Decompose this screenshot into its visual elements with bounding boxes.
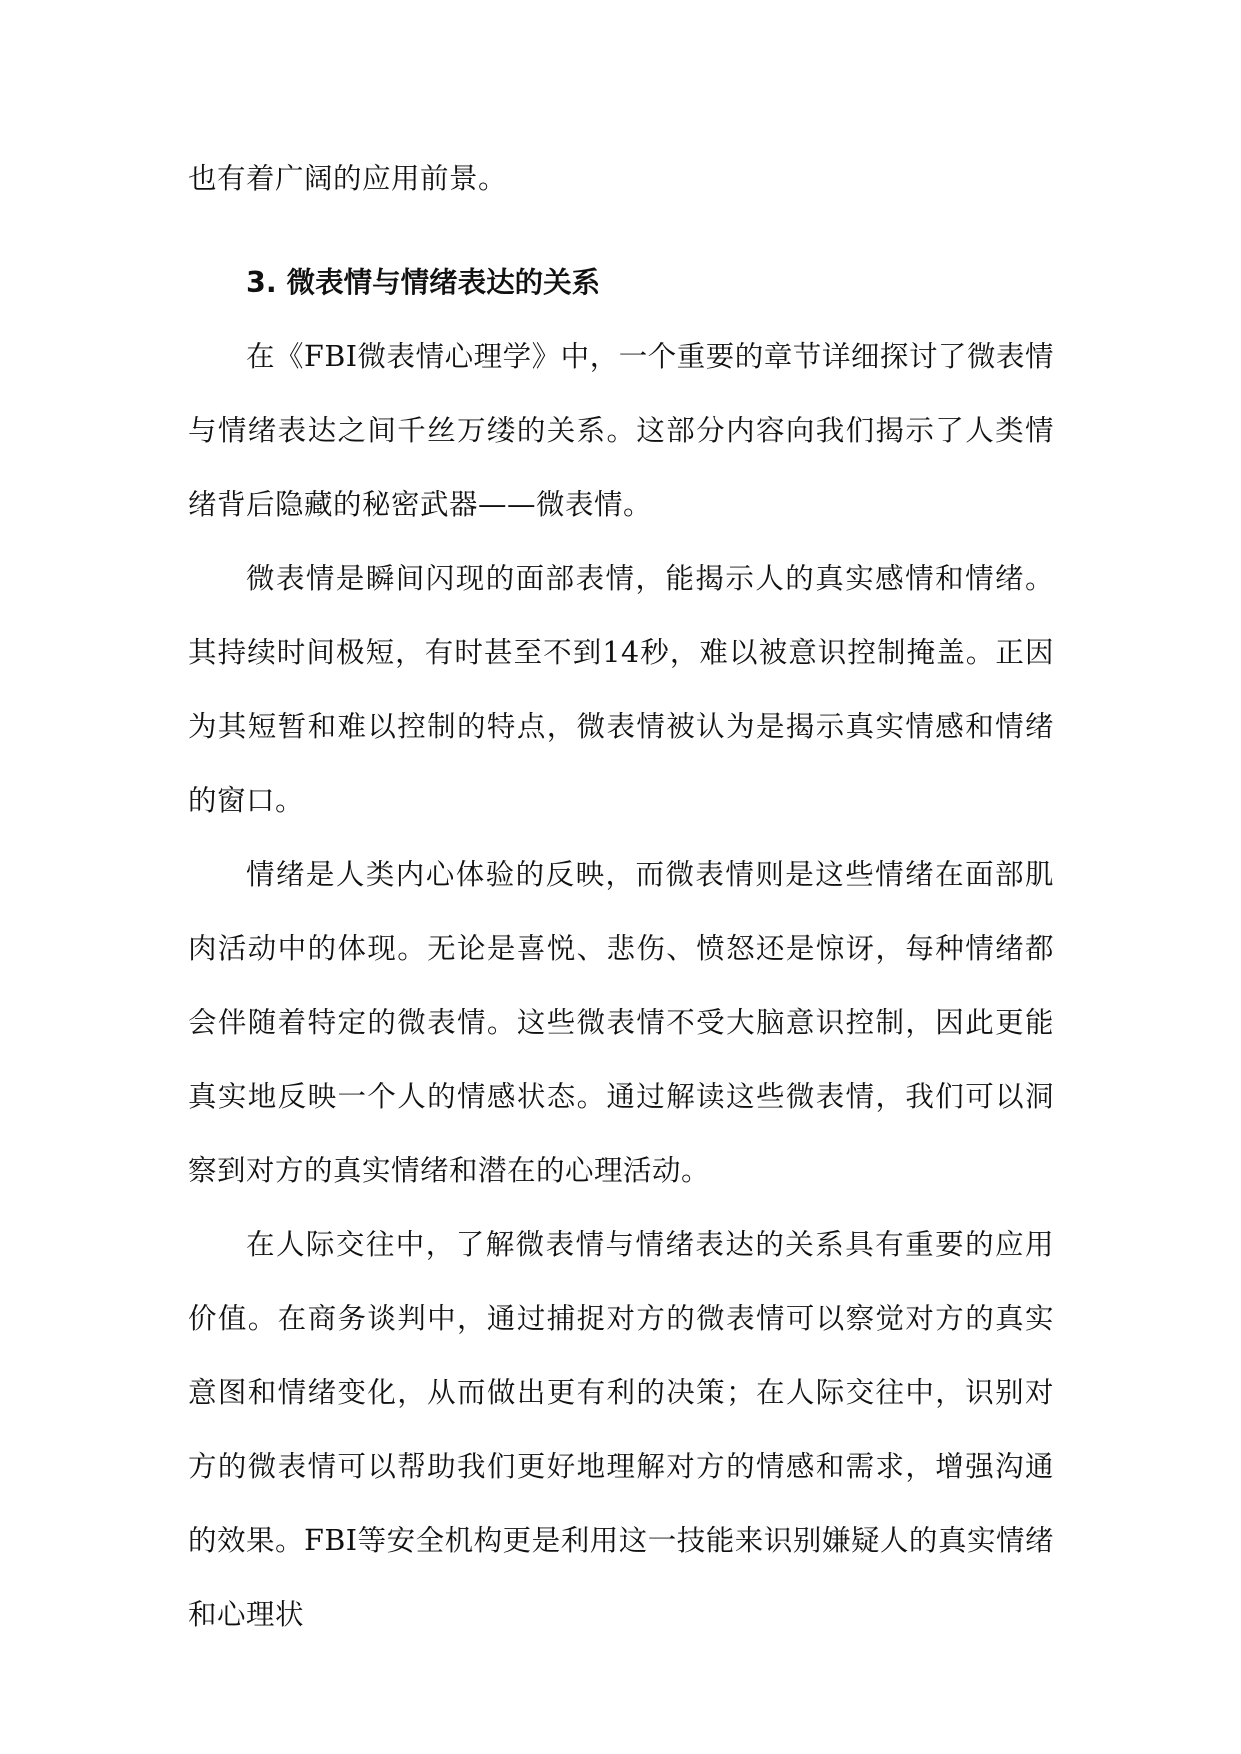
- paragraph: 微表情是瞬间闪现的面部表情，能揭示人的真实感情和情绪。其持续时间极短，有时甚至不到14秒，难以被意识控制掩盖。正因为其短暂和难以控制的特点，微表情被认为是揭示真实情感和情绪的窗口。: [188, 562, 1054, 817]
- paragraph: 在《FBI微表情心理学》中，一个重要的章节详细探讨了微表情与情绪表达之间千丝万缕的关系。这部分内容向我们揭示了人类情绪背后隐藏的秘密武器——微表情。: [188, 340, 1054, 521]
- paragraph: 在人际交往中，了解微表情与情绪表达的关系具有重要的应用价值。在商务谈判中，通过捕捉对方的微表情可以察觉对方的真实意图和情绪变化，从而做出更有利的决策；在人际交往中，识别对方的微表情可以帮助我们更好地理解对方的情感和需求，增强沟通的效果。FBI等安全机构更是利用这一技能来识别嫌疑人的真实情绪和心理状: [188, 1228, 1054, 1631]
- paragraph: 情绪是人类内心体验的反映，而微表情则是这些情绪在面部肌肉活动中的体现。无论是喜悦、悲伤、愤怒还是惊讶，每种情绪都会伴随着特定的微表情。这些微表情不受大脑意识控制，因此更能真实地反映一个人的情感状态。通过解读这些微表情，我们可以洞察到对方的真实情绪和潜在的心理活动。: [188, 858, 1054, 1187]
- document-body: [188, 142, 1054, 1652]
- section-heading: 3. 微表情与情绪表达的关系: [246, 266, 601, 299]
- paragraph-continuation: 也有着广阔的应用前景。: [188, 162, 508, 195]
